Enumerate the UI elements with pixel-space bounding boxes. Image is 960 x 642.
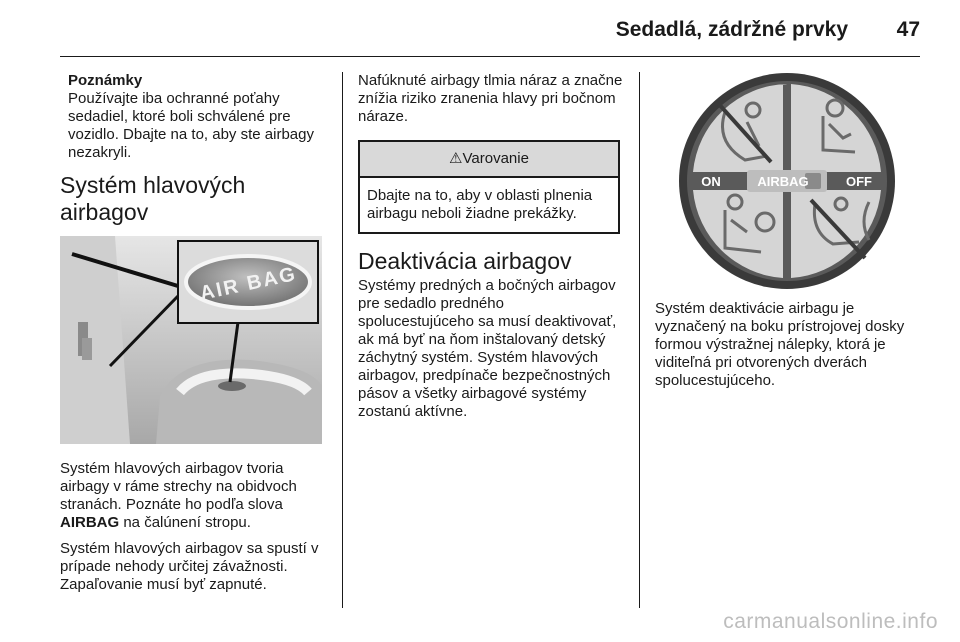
column-divider — [342, 72, 343, 608]
airbag-deactivation-label-illustration — [655, 72, 919, 290]
heading-deactivation: Deaktivácia airbagov — [358, 248, 572, 274]
header-divider — [60, 56, 920, 57]
para-text: Systém hlavových airbagov tvoria airbagy v ráme strechy na obidvoch stranách. Poznáte ho podľa slova — [60, 460, 297, 513]
watermark: carmanualsonline.info — [723, 610, 938, 633]
column-right — [655, 72, 925, 390]
page-number: 47 — [896, 18, 920, 41]
column-divider — [639, 72, 640, 608]
warning-icon: ⚠ — [449, 150, 463, 167]
label-off: OFF — [846, 174, 872, 189]
para-bold-word: AIRBAG — [60, 514, 120, 531]
heading-head-airbags: Systém hlavových airbagov — [60, 172, 246, 225]
section-title: Sedadlá, zádržné prvky — [615, 18, 848, 41]
paragraph-head-airbag-1 — [60, 460, 328, 532]
note-block — [60, 72, 328, 162]
paragraph-head-airbag-2: Systém hlavových airbagov sa spustí v prípade nehody určitej závažnosti. Zapaľovanie musí byť zapnuté. — [60, 540, 319, 593]
paragraph-deactivation: Systémy predných a bočných airbagov pre sedadlo predného spolucestujúceho sa musí deaktivovať, ak má byť na ňom inštalovaný detský záchytný systém. Systém hlavových airbagov, predpínače bezpečnostných pásov a všetky airbagové systémy zostanú aktívne. — [358, 277, 617, 420]
column-middle — [358, 72, 624, 421]
label-airbag: AIRBAG — [757, 174, 809, 189]
warning-box — [358, 140, 620, 234]
air-bag-label: AIR BAG — [197, 262, 299, 305]
warning-title: Varovanie — [462, 150, 529, 167]
column-left — [60, 72, 328, 594]
warning-text: Dbajte na to, aby v oblasti plnenia airbagu neboli žiadne prekážky. — [367, 187, 593, 222]
note-title: Poznámky — [68, 72, 143, 89]
warning-body — [360, 178, 618, 232]
para-text: na čalúnení stropu. — [123, 514, 251, 531]
page-header — [0, 0, 960, 56]
paragraph-deactivation-label: Systém deaktivácie airbagu je vyznačený na boku prístrojovej dosky formou výstražnej nálepky, ktorá je viditeľná pri otvorených dverách spolucestujúceho. — [655, 300, 905, 389]
label-on: ON — [701, 174, 721, 189]
head-airbag-illustration — [60, 236, 322, 444]
note-text: Používajte iba ochranné poťahy sedadiel, ktoré boli schválené pre vozidlo. Dbajte na to, aby ste airbagy nezakryli. — [68, 90, 314, 161]
paragraph-intro: Nafúknuté airbagy tlmia náraz a značne znížia riziko zranenia hlavy pri bočnom náraze. — [358, 72, 623, 125]
warning-header — [360, 142, 618, 178]
